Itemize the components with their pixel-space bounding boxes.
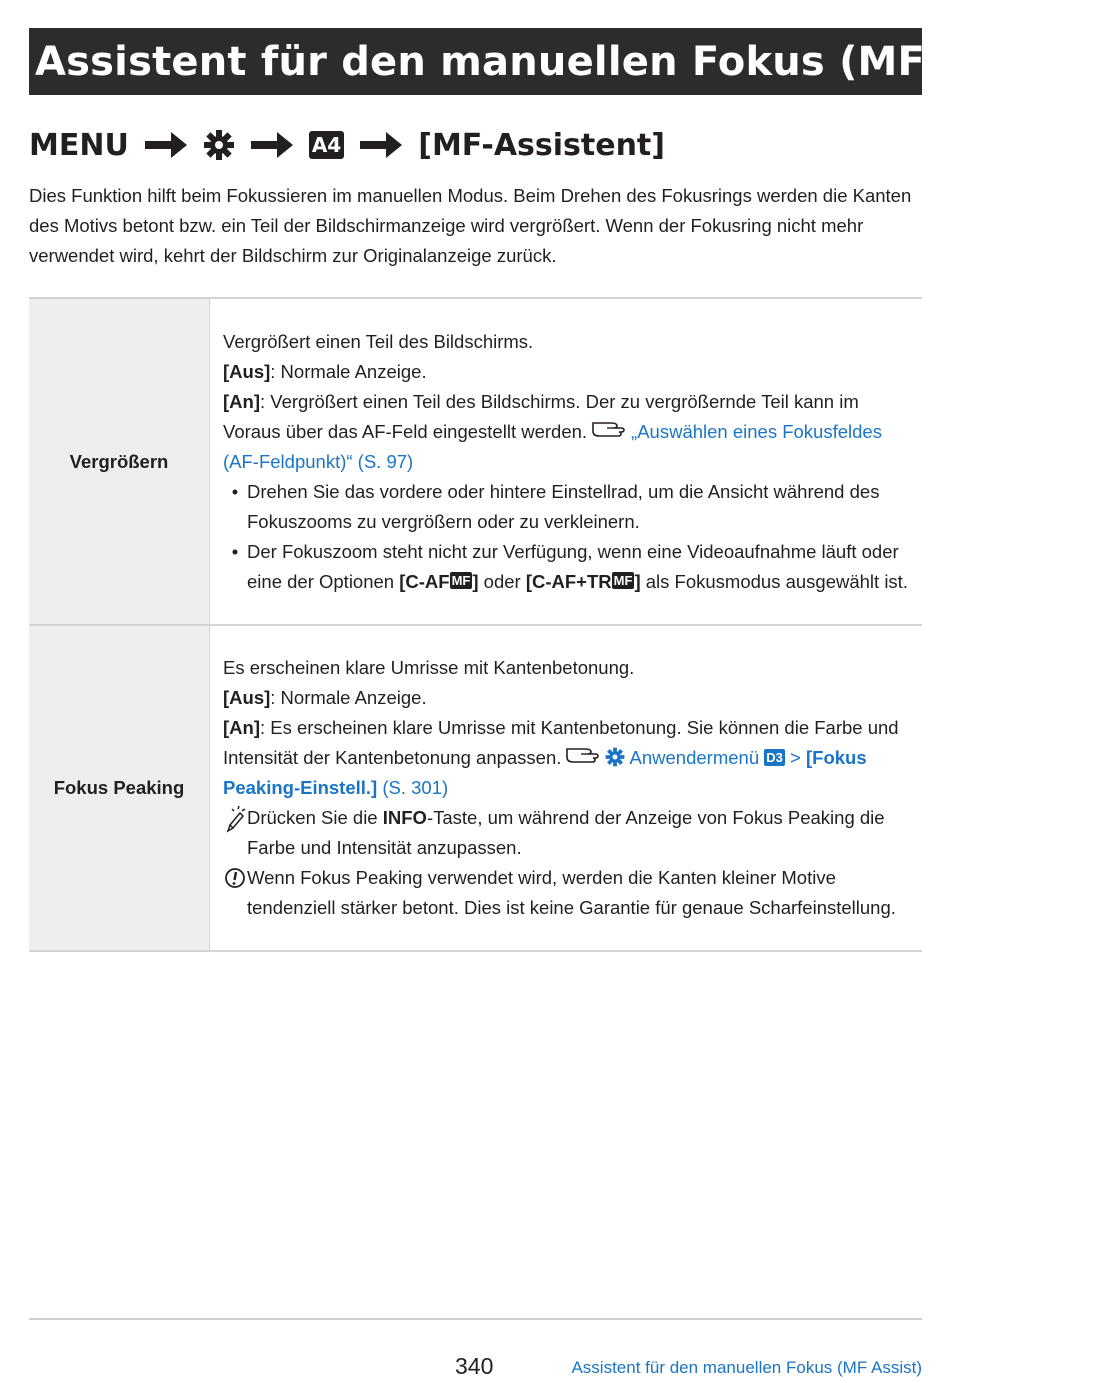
option-text: : Normale Anzeige. [270, 687, 427, 708]
d3-badge: D3 [766, 750, 783, 765]
reference-hand-icon [591, 419, 627, 439]
page-title: Assistent für den manuellen Fokus (MF Assist) [35, 38, 1094, 85]
bullet-text-part: Der Fokuszoom steht nicht zur Verfügung, wenn eine Videoaufnahme läuft oder eine der Optionen [247, 540, 899, 592]
bullet-item [223, 477, 912, 537]
tip-item [223, 803, 912, 863]
bracket: ] [472, 570, 479, 592]
option-text: : Normale Anzeige. [270, 360, 427, 382]
footer-section-link[interactable]: Assistent für den manuellen Fokus (MF Assist) [571, 1358, 922, 1377]
bracket: ] [634, 570, 641, 592]
option-c-af-tr-label: [C-AF+TR [525, 570, 612, 592]
reference-separator: > [790, 747, 801, 768]
info-key: INFO [382, 807, 427, 828]
reference-hand-icon [565, 745, 601, 765]
gear-icon [605, 747, 625, 767]
bullet-text-part: als Fokusmodus ausgewählt ist. [645, 570, 908, 592]
option-off [223, 357, 912, 387]
right-arrow-icon [358, 129, 404, 161]
option-key: [Aus] [223, 687, 271, 708]
option-on [223, 387, 912, 477]
bullet-text-part: oder [483, 570, 521, 592]
right-arrow-icon [249, 129, 295, 161]
description-text: Vergrößert einen Teil des Bildschirms. [223, 330, 534, 352]
description-text: Es erscheinen klare Umrisse mit Kantenbetonung. [223, 657, 635, 678]
settings-table [29, 297, 922, 952]
option-on [223, 713, 912, 803]
bullet-text [247, 537, 912, 597]
setting-label: Vergrößern [29, 298, 210, 625]
option-c-af-label: [C-AF [399, 570, 450, 592]
reference-link[interactable]: „Auswählen eines Fokusfeldes (AF-Feldpunkt)“ (S. 97) [223, 420, 882, 472]
caution-item [223, 863, 912, 923]
option-key: [An] [223, 717, 260, 738]
setting-description [210, 298, 923, 625]
gear-icon [203, 129, 235, 161]
setting-label: Fokus Peaking [29, 625, 210, 951]
title-bar [29, 28, 1094, 95]
bullet-text: Drehen Sie das vordere oder hintere Einstellrad, um die Ansicht während des Fokuszooms zu vergrößern oder zu verkleinern. [247, 480, 880, 532]
tip-text-part: -Taste, um während der Anzeige von Fokus Peaking die Farbe und Intensität anzupassen. [247, 807, 885, 858]
tab-badge: A4 [309, 131, 344, 159]
reference-link[interactable]: Anwendermenü [629, 747, 760, 768]
right-arrow-icon [143, 129, 189, 161]
mf-badge: MF [451, 572, 471, 588]
caution-icon [223, 863, 247, 893]
tip-text [247, 803, 912, 863]
option-text: : Vergrößert einen Teil des Bildschirms. Der zu vergrößernde Teil kann im Voraus über das AF-Feld eingestellt werden. [223, 390, 859, 442]
tip-text-part: Drücken Sie die [247, 807, 378, 828]
option-key: [Aus] [223, 360, 271, 382]
menu-label: MENU [29, 127, 129, 163]
caution-text: Wenn Fokus Peaking verwendet wird, werden die Kanten kleiner Motive tendenziell stärker betont. Dies ist keine Garantie für genaue Scharfeinstellung. [247, 867, 896, 918]
table-row [29, 298, 922, 625]
menu-item-name: [MF-Assistent] [418, 127, 665, 163]
page-number: 340 [455, 1353, 494, 1379]
mf-badge: MF [613, 572, 633, 588]
setting-description [210, 625, 923, 951]
option-text: : Es erscheinen klare Umrisse mit Kantenbetonung. Sie können die Farbe und Intensität der Kantenbetonung anpassen. [223, 717, 899, 768]
bullet-mark: • [231, 480, 239, 502]
bullet-item [223, 537, 912, 597]
table-row [29, 625, 922, 951]
intro-text: Dies Funktion hilft beim Fokussieren im manuellen Modus. Beim Drehen des Fokusrings werden die Kanten des Motivs betont bzw. ein Teil der Bildschirmanzeige wird vergrößert. Wenn der Fokusring nicht mehr verwendet wird, kehrt der Bildschirm zur Originalanzeige zurück. [29, 185, 912, 266]
option-key: [An] [223, 390, 260, 412]
tip-pencil-icon [223, 803, 247, 833]
option-c-af [399, 571, 478, 592]
reference-page[interactable]: (S. 301) [382, 777, 449, 798]
menu-path [29, 120, 665, 170]
option-c-af-tr [526, 571, 641, 592]
option-off [223, 683, 912, 713]
bullet-mark: • [231, 540, 239, 562]
reference-link-bold[interactable]: [Fokus Peaking-Einstell.] [223, 747, 867, 798]
footer-divider [29, 1318, 922, 1320]
